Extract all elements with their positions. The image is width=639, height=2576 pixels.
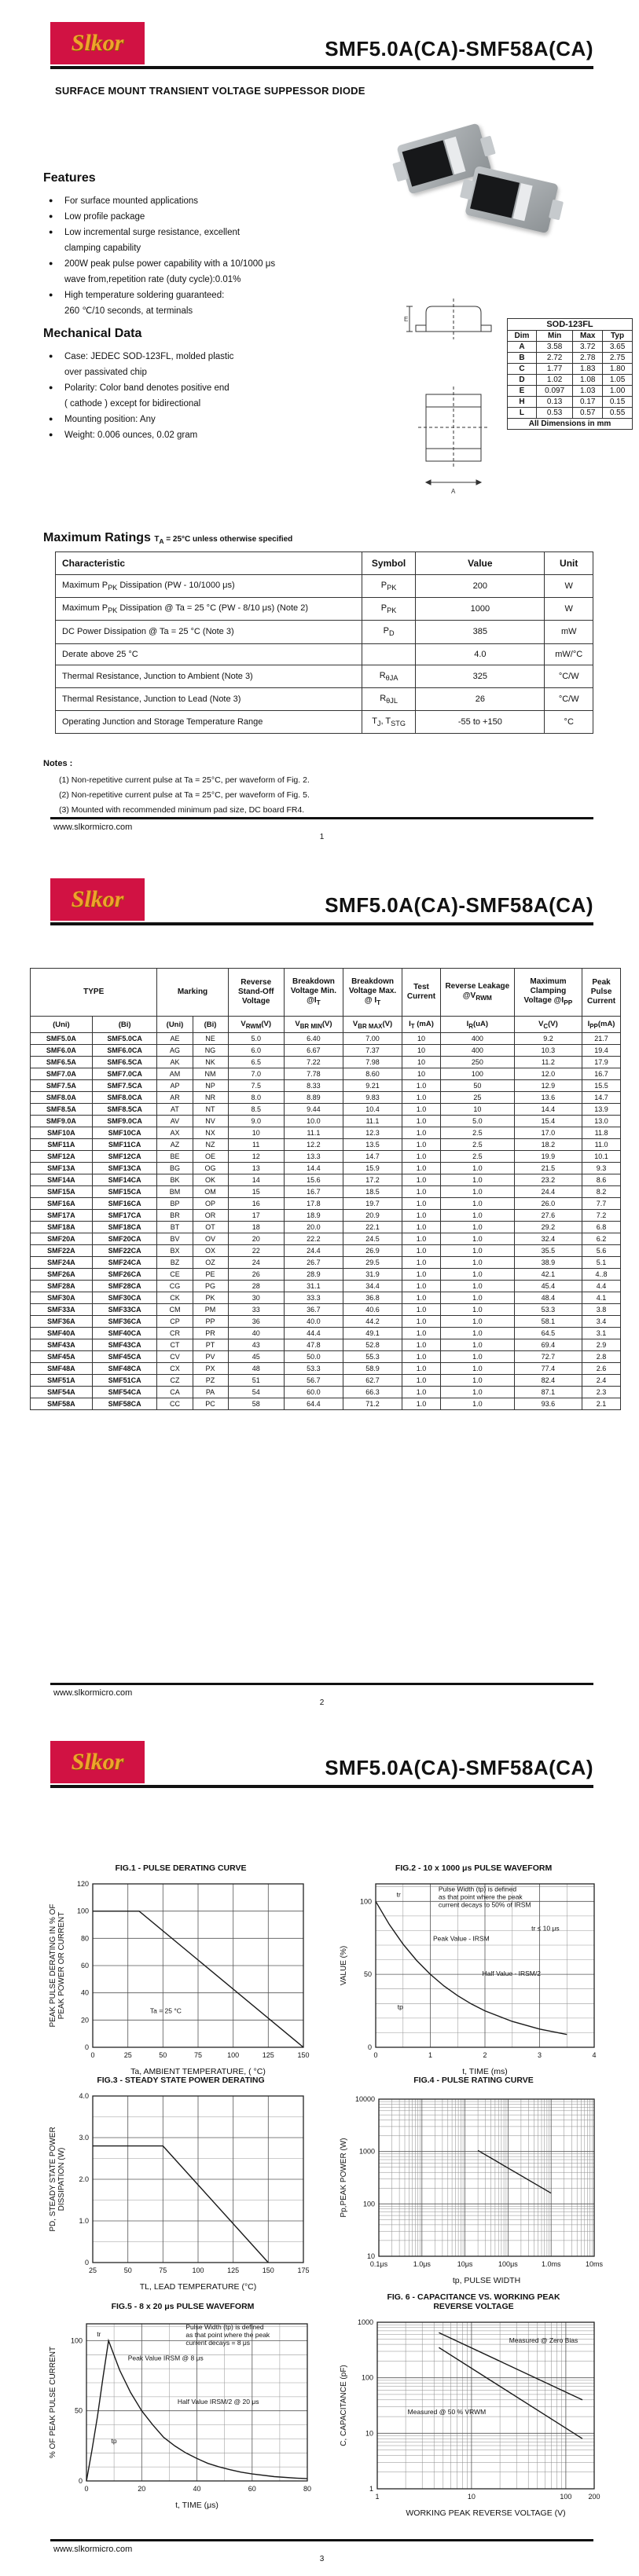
dim-table-row: L 0.53 0.57 0.55 xyxy=(508,408,633,419)
page-title: SMF5.0A(CA)-SMF58A(CA) xyxy=(325,1756,593,1779)
footer-rule xyxy=(50,2539,593,2541)
mechanical-heading: Mechanical Data xyxy=(43,327,142,340)
svg-text:175: 175 xyxy=(297,2266,310,2274)
page-footer-1 xyxy=(50,817,593,844)
ratings-col-header: Value xyxy=(416,552,545,575)
ratings-value: -55 to +150 xyxy=(416,710,545,733)
notes-heading: Notes : xyxy=(43,759,73,768)
spec-table-row: SMF48A SMF48CA CX PX 48 53.3 58.9 1.0 1.0 77.4 2.6 xyxy=(31,1363,621,1375)
ratings-symbol: $P_{PK}$ xyxy=(362,598,415,621)
package-body-face xyxy=(470,174,520,218)
bullet-icon: ● xyxy=(49,228,53,236)
bullet-icon: ● xyxy=(49,431,53,438)
chart-svg xyxy=(338,2091,605,2288)
website-link[interactable]: www.slkormicro.com xyxy=(53,2545,133,2554)
ratings-row xyxy=(56,710,593,733)
spec-table-row: SMF15A SMF15CA BM OM 15 16.7 18.5 1.0 1.0 24.4 8.2 xyxy=(31,1186,621,1198)
svg-text:TL, LEAD TEMPERATURE (°C): TL, LEAD TEMPERATURE (°C) xyxy=(139,2282,257,2292)
feature-item: 260 ℃/10 seconds, at terminals xyxy=(64,306,193,316)
spec-group-header-row xyxy=(31,969,621,1017)
svg-text:tp, PULSE WIDTH: tp, PULSE WIDTH xyxy=(452,2276,521,2285)
svg-text:2.0: 2.0 xyxy=(79,2175,89,2183)
dim-col-header: Min xyxy=(536,331,572,342)
bullet-icon: ● xyxy=(49,383,53,391)
svg-text:1: 1 xyxy=(375,2493,380,2501)
spec-col-subheader: (Uni) xyxy=(31,1017,93,1033)
svg-text:Pulse Width (tp) is defined: Pulse Width (tp) is defined xyxy=(438,1885,517,1893)
page-number: 2 xyxy=(319,1698,325,1707)
page-footer-3 xyxy=(50,2539,593,2566)
svg-text:as that point where the peak: as that point where the peak xyxy=(185,2331,270,2340)
spec-table-row: SMF16A SMF16CA BP OP 16 17.8 19.7 1.0 1.0 26.0 7.7 xyxy=(31,1198,621,1210)
svg-text:25: 25 xyxy=(88,2266,97,2274)
spec-col-header: Breakdown Voltage Max. @ $I_T$ xyxy=(343,969,402,1017)
ratings-unit: mW xyxy=(545,621,593,643)
spec-table-row: SMF9.0A SMF9.0CA AV NV 9.0 10.0 11.1 1.0 5.0 15.4 13.0 xyxy=(31,1116,621,1127)
ratings-symbol: $T_J$, $T_{STG}$ xyxy=(362,710,415,733)
ratings-row xyxy=(56,687,593,710)
svg-text:t, TIME (μs): t, TIME (μs) xyxy=(175,2501,219,2510)
ratings-value: 4.0 xyxy=(416,643,545,665)
spec-col-subheader: $V_{BR MIN}(V)$ xyxy=(284,1017,343,1033)
header-rule xyxy=(50,922,593,925)
svg-text:100μs: 100μs xyxy=(498,2260,518,2268)
feature-item: wave from,repetition rate (duty cycle):0.01% xyxy=(64,275,241,284)
svg-text:Ta = 25 °C: Ta = 25 °C xyxy=(149,2006,182,2015)
svg-text:C, CAPACITANCE (pF): C, CAPACITANCE (pF) xyxy=(340,2365,348,2446)
chart-svg xyxy=(47,1876,314,2079)
svg-text:0.1μs: 0.1μs xyxy=(369,2260,388,2268)
ratings-row xyxy=(56,643,593,665)
svg-text:25: 25 xyxy=(123,2051,132,2059)
feature-item: clamping capability xyxy=(64,244,141,253)
spec-table-row: SMF45A SMF45CA CV PV 45 50.0 55.3 1.0 1.0 72.7 2.8 xyxy=(31,1351,621,1363)
document-subtitle: SURFACE MOUNT TRANSIENT VOLTAGE SUPPESSOR DIODE xyxy=(55,85,365,97)
svg-text:100: 100 xyxy=(70,2336,83,2345)
svg-text:PEAK PULSE DERATING IN % OF: PEAK PULSE DERATING IN % OF xyxy=(49,1904,57,2028)
feature-item: ● Low profile package xyxy=(49,209,379,225)
svg-text:Pp,PEAK POWER (W): Pp,PEAK POWER (W) xyxy=(340,2138,348,2218)
svg-text:Pulse Width (tp) is defined: Pulse Width (tp) is defined xyxy=(185,2323,264,2332)
spec-table-row: SMF43A SMF43CA CT PT 43 47.8 52.8 1.0 1.0 69.4 2.9 xyxy=(31,1339,621,1351)
svg-text:50: 50 xyxy=(123,2266,132,2274)
svg-text:80: 80 xyxy=(80,1934,89,1943)
svg-text:0: 0 xyxy=(367,2043,372,2051)
slkor-logo xyxy=(50,1741,145,1783)
spec-table-row: SMF8.0A SMF8.0CA AR NR 8.0 8.89 9.83 1.0 25 13.6 14.7 xyxy=(31,1092,621,1104)
svg-text:PEAK POWER OR CURRENT: PEAK POWER OR CURRENT xyxy=(57,1911,66,2020)
ratings-value: 385 xyxy=(416,621,545,643)
svg-text:1.0ms: 1.0ms xyxy=(541,2260,561,2268)
spec-table-row: SMF18A SMF18CA BT OT 18 20.0 22.1 1.0 1.0 29.2 6.8 xyxy=(31,1222,621,1233)
svg-text:4: 4 xyxy=(592,2051,597,2059)
svg-text:0: 0 xyxy=(90,2051,95,2059)
footer-rule xyxy=(50,1683,593,1685)
package-photo-right xyxy=(465,166,559,234)
mechanical-item: ● Mounting position: Any xyxy=(49,412,379,427)
svg-text:0: 0 xyxy=(373,2051,378,2059)
svg-text:tp: tp xyxy=(397,2003,403,2011)
svg-text:120: 120 xyxy=(76,1880,89,1888)
svg-text:50: 50 xyxy=(159,2051,167,2059)
svg-text:80: 80 xyxy=(303,2485,312,2493)
spec-table-row: SMF36A SMF36CA CP PP 36 40.0 44.2 1.0 1.0 58.1 3.4 xyxy=(31,1316,621,1328)
svg-text:t, TIME (ms): t, TIME (ms) xyxy=(462,2067,508,2076)
website-link[interactable]: www.slkormicro.com xyxy=(53,823,133,832)
fig2-chart xyxy=(338,1876,605,2083)
ratings-symbol: $R_{\theta JL}$ xyxy=(362,687,415,710)
package-lead xyxy=(549,200,564,221)
note-item: (2) Non-repetitive current pulse at Ta = 25°C, per waveform of Fig. 5. xyxy=(59,790,310,800)
ratings-characteristic: DC Power Dissipation @ Ta = 25 °C (Note 3) xyxy=(56,621,362,643)
dim-col-header: Max xyxy=(573,331,603,342)
fig3-title: FIG.3 - STEADY STATE POWER DERATING xyxy=(97,2076,265,2085)
svg-text:1000: 1000 xyxy=(357,2318,373,2326)
ratings-col-header: Symbol xyxy=(362,552,415,575)
spec-col-header: Reverse Stand-Off Voltage xyxy=(228,969,284,1017)
package-lead xyxy=(480,136,496,157)
mechanical-item: ● Polarity: Color band denotes positive end xyxy=(49,380,379,396)
svg-text:tr ≤ 10 μs: tr ≤ 10 μs xyxy=(531,1924,560,1933)
ratings-value: 1000 xyxy=(416,598,545,621)
ratings-unit: W xyxy=(545,598,593,621)
svg-text:100: 100 xyxy=(560,2493,572,2501)
svg-text:tp: tp xyxy=(111,2436,117,2445)
page-number: 1 xyxy=(319,833,325,841)
svg-text:10μs: 10μs xyxy=(457,2260,473,2268)
fig2-title: FIG.2 - 10 x 1000 μs PULSE WAVEFORM xyxy=(395,1863,553,1873)
spec-col-subheader: (Uni) xyxy=(157,1017,193,1033)
spec-table-row: SMF40A SMF40CA CR PR 40 44.4 49.1 1.0 1.0 64.5 3.1 xyxy=(31,1328,621,1339)
spec-subheader-row xyxy=(31,1017,621,1033)
svg-text:20: 20 xyxy=(80,2016,89,2025)
spec-col-header: Reverse Leakage $@V_{RWM}$ xyxy=(440,969,514,1017)
ratings-characteristic: Operating Junction and Storage Temperature Range xyxy=(56,710,362,733)
dim-table-title: SOD-123FL xyxy=(508,319,633,331)
mechanical-item: over passivated chip xyxy=(64,368,147,377)
svg-text:100: 100 xyxy=(359,1897,372,1906)
spec-table-row: SMF33A SMF33CA CM PM 33 36.7 40.6 1.0 1.0 53.3 3.8 xyxy=(31,1304,621,1316)
spec-col-header: Test Current xyxy=(402,969,441,1017)
svg-text:0: 0 xyxy=(78,2477,83,2485)
spec-table-row: SMF14A SMF14CA BK OK 14 15.6 17.2 1.0 1.0 23.2 8.6 xyxy=(31,1174,621,1186)
svg-text:1.0: 1.0 xyxy=(79,2217,89,2225)
bullet-icon: ● xyxy=(49,212,53,220)
svg-text:150: 150 xyxy=(262,2266,274,2274)
fig5-chart xyxy=(47,2316,318,2516)
dim-col-header: Dim xyxy=(508,331,537,342)
spec-table-row: SMF17A SMF17CA BR OR 17 18.9 20.9 1.0 1.0 27.6 7.2 xyxy=(31,1210,621,1222)
svg-text:40: 40 xyxy=(193,2485,201,2493)
svg-text:% OF PEAK PULSE CURRENT: % OF PEAK PULSE CURRENT xyxy=(49,2346,57,2459)
chart-svg xyxy=(47,2316,318,2512)
svg-text:75: 75 xyxy=(193,2051,203,2059)
dim-table-row: E 0.097 1.03 1.00 xyxy=(508,386,633,397)
max-ratings-heading xyxy=(43,531,292,545)
svg-text:Half Value IRSM/2 @ 20 μs: Half Value IRSM/2 @ 20 μs xyxy=(177,2397,259,2406)
slkor-logo xyxy=(50,878,145,921)
svg-text:3: 3 xyxy=(537,2051,542,2059)
svg-text:0: 0 xyxy=(84,2043,89,2051)
spec-col-subheader: $V_{BR MAX}(V)$ xyxy=(343,1017,402,1033)
svg-text:Peak Value - IRSM: Peak Value - IRSM xyxy=(433,1934,490,1943)
ratings-row xyxy=(56,598,593,621)
package-outline-drawing xyxy=(402,277,501,512)
svg-text:10: 10 xyxy=(467,2493,476,2501)
spec-col-subheader: $V_C(V)$ xyxy=(514,1017,582,1033)
page-title: SMF5.0A(CA)-SMF58A(CA) xyxy=(325,893,593,917)
mechanical-item: ( cathode ) except for bidirectional xyxy=(64,399,201,409)
ratings-value: 325 xyxy=(416,665,545,687)
page-header-1 xyxy=(50,22,593,69)
bullet-icon: ● xyxy=(49,196,53,204)
ratings-characteristic: Thermal Resistance, Junction to Lead (Note 3) xyxy=(56,687,362,710)
spec-col-subheader: (Bi) xyxy=(193,1017,228,1033)
svg-text:100: 100 xyxy=(192,2266,204,2274)
svg-text:200: 200 xyxy=(588,2493,600,2501)
ratings-col-header: Characteristic xyxy=(56,552,362,575)
svg-text:60: 60 xyxy=(80,1962,89,1970)
spec-col-subheader: $V_{RWM}(V)$ xyxy=(228,1017,284,1033)
ratings-symbol: $P_{PK}$ xyxy=(362,575,415,598)
ratings-header-row xyxy=(56,552,593,575)
dim-table-row: A 3.58 3.72 3.65 xyxy=(508,342,633,353)
svg-text:0: 0 xyxy=(84,2259,89,2266)
spec-col-header: Breakdown Voltage Min. $@I_T$ xyxy=(284,969,343,1017)
spec-table-row: SMF7.0A SMF7.0CA AM NM 7.0 7.78 8.60 10 100 12.0 16.7 xyxy=(31,1068,621,1080)
spec-table-row: SMF51A SMF51CA CZ PZ 51 56.7 62.7 1.0 1.0 82.4 2.4 xyxy=(31,1375,621,1387)
svg-text:tr: tr xyxy=(97,2330,101,2339)
spec-table-row: SMF5.0A SMF5.0CA AE NE 5.0 6.40 7.00 10 400 9.2 21.7 xyxy=(31,1033,621,1045)
svg-text:10000: 10000 xyxy=(354,2095,375,2103)
product-photo xyxy=(397,126,566,247)
max-ratings-title: Maximum Ratings xyxy=(43,531,151,544)
electrical-spec-table xyxy=(30,968,621,1410)
svg-text:100: 100 xyxy=(361,2373,373,2382)
ratings-characteristic: Maximum $P_{PK}$ Dissipation (PW - 10/1000 μs) xyxy=(56,575,362,598)
fig4-chart xyxy=(338,2091,605,2292)
ratings-characteristic: Maximum $P_{PK}$ Dissipation @ Ta = 25 °C (PW - 8/10 μs) (Note 2) xyxy=(56,598,362,621)
slkor-logo-text: Slkor xyxy=(71,1749,124,1775)
notes-list xyxy=(43,773,483,818)
package-body-face xyxy=(402,141,454,187)
dimensions-table xyxy=(507,318,633,430)
outline-dim-e-label: E xyxy=(404,316,409,323)
page-number: 3 xyxy=(319,2555,325,2563)
slkor-logo-text: Slkor xyxy=(71,886,124,912)
svg-text:100: 100 xyxy=(76,1907,89,1915)
bullet-icon: ● xyxy=(49,259,53,267)
dim-col-header: Typ xyxy=(603,331,633,342)
spec-col-header: Maximum Clamping Voltage $@I_{PP}$ xyxy=(514,969,582,1017)
spec-col-subheader: $I_T$ (mA) xyxy=(402,1017,441,1033)
spec-table-row: SMF10A SMF10CA AX NX 10 11.1 12.3 1.0 2.5 17.0 11.8 xyxy=(31,1127,621,1139)
svg-text:DISSIPATION (W): DISSIPATION (W) xyxy=(57,2147,66,2211)
svg-text:75: 75 xyxy=(159,2266,167,2274)
svg-text:125: 125 xyxy=(227,2266,240,2274)
svg-text:40: 40 xyxy=(80,1988,89,1997)
svg-text:as that point where the peak: as that point where the peak xyxy=(438,1893,523,1901)
svg-text:PD, STEADY STATE POWER: PD, STEADY STATE POWER xyxy=(49,2127,57,2232)
spec-table-row: SMF28A SMF28CA CG PG 28 31.1 34.4 1.0 1.0 45.4 4.4 xyxy=(31,1281,621,1292)
spec-table-row: SMF26A SMF26CA CE PE 26 28.9 31.9 1.0 1.0 42.1 4..8 xyxy=(31,1269,621,1281)
ratings-symbol: $R_{\theta JA}$ xyxy=(362,665,415,687)
svg-text:100: 100 xyxy=(227,2051,240,2059)
dim-table-row: C 1.77 1.83 1.80 xyxy=(508,364,633,375)
outline-dim-a-label: A xyxy=(451,488,456,495)
fig6-title xyxy=(338,2292,609,2311)
ratings-col-header: Unit xyxy=(545,552,593,575)
page-header-2 xyxy=(50,878,593,925)
ratings-unit: mW/°C xyxy=(545,643,593,665)
note-item: (1) Non-repetitive current pulse at Ta = 25°C, per waveform of Fig. 2. xyxy=(59,775,310,785)
svg-text:125: 125 xyxy=(262,2051,274,2059)
header-rule xyxy=(50,1785,593,1788)
fig6-title-line1: FIG. 6 - CAPACITANCE VS. WORKING PEAK xyxy=(387,2292,560,2302)
fig6-title-line2: REVERSE VOLTAGE xyxy=(433,2302,514,2311)
svg-text:current decays = 8 μs: current decays = 8 μs xyxy=(185,2339,251,2347)
svg-text:1000: 1000 xyxy=(358,2147,375,2156)
mechanical-list xyxy=(49,349,379,443)
svg-text:10ms: 10ms xyxy=(585,2260,604,2268)
ratings-value: 200 xyxy=(416,575,545,598)
svg-text:1.0μs: 1.0μs xyxy=(413,2260,431,2268)
svg-text:100: 100 xyxy=(362,2200,375,2208)
svg-text:0: 0 xyxy=(84,2485,89,2493)
ratings-characteristic: Derate above 25 °C xyxy=(56,643,362,665)
svg-text:10: 10 xyxy=(366,2252,375,2260)
feature-item: ● For surface mounted applications xyxy=(49,193,379,209)
feature-item: ● Low incremental surge resistance, excellent xyxy=(49,225,379,240)
svg-text:60: 60 xyxy=(248,2485,256,2493)
spec-table-row: SMF7.5A SMF7.5CA AP NP 7.5 8.33 9.21 1.0 50 12.9 15.5 xyxy=(31,1080,621,1092)
footer-rule xyxy=(50,817,593,819)
fig1-title: FIG.1 - PULSE DERATING CURVE xyxy=(115,1863,247,1873)
ratings-unit: °C xyxy=(545,710,593,733)
bullet-icon: ● xyxy=(49,352,53,360)
max-ratings-table xyxy=(55,551,593,734)
svg-text:Half Value - IRSM/2: Half Value - IRSM/2 xyxy=(482,1970,541,1977)
svg-text:1: 1 xyxy=(428,2051,433,2059)
dim-table-header-row xyxy=(508,331,633,342)
svg-text:WORKING PEAK REVERSE VOLTAGE (: WORKING PEAK REVERSE VOLTAGE (V) xyxy=(406,2508,566,2518)
spec-col-header: Marking xyxy=(157,969,228,1017)
spec-col-subheader: $I_R(uA)$ xyxy=(440,1017,514,1033)
chart-svg xyxy=(47,2088,314,2294)
features-heading: Features xyxy=(43,171,96,185)
slkor-logo xyxy=(50,22,145,64)
spec-table-row: SMF6.0A SMF6.0CA AG NG 6.0 6.67 7.37 10 400 10.3 19.4 xyxy=(31,1045,621,1057)
header-rule xyxy=(50,66,593,69)
mechanical-item: ● Weight: 0.006 ounces, 0.02 gram xyxy=(49,427,379,443)
svg-text:150: 150 xyxy=(297,2051,310,2059)
svg-text:10: 10 xyxy=(365,2429,373,2438)
spec-table-row: SMF24A SMF24CA BZ OZ 24 26.7 29.5 1.0 1.0 38.9 5.1 xyxy=(31,1257,621,1269)
svg-text:1: 1 xyxy=(369,2485,373,2493)
page-title: SMF5.0A(CA)-SMF58A(CA) xyxy=(325,37,593,60)
feature-item: ● 200W peak pulse power capability with a 10/1000 μs xyxy=(49,256,379,272)
ratings-symbol xyxy=(362,643,415,665)
dim-table-row: H 0.13 0.17 0.15 xyxy=(508,397,633,408)
ratings-unit: °C/W xyxy=(545,687,593,710)
features-list xyxy=(49,193,379,319)
fig3-chart xyxy=(47,2088,314,2298)
page-header-3 xyxy=(50,1741,593,1788)
spec-table-row: SMF58A SMF58CA CC PC 58 64.4 71.2 1.0 1.0 93.6 2.1 xyxy=(31,1398,621,1410)
dim-table-row: B 2.72 2.78 2.75 xyxy=(508,353,633,364)
ratings-symbol: $P_D$ xyxy=(362,621,415,643)
svg-text:20: 20 xyxy=(138,2485,146,2493)
fig6-chart xyxy=(338,2314,605,2524)
svg-text:tr: tr xyxy=(396,1890,401,1899)
bullet-icon: ● xyxy=(49,291,53,299)
ratings-row xyxy=(56,665,593,687)
max-ratings-condition: $T_A = 25^\circ C$ unless otherwise specified xyxy=(154,535,293,545)
spec-col-subheader: (Bi) xyxy=(92,1017,157,1033)
dim-table-footer: All Dimensions in mm xyxy=(508,419,633,430)
svg-text:Peak Value IRSM @ 8 μs: Peak Value IRSM @ 8 μs xyxy=(127,2354,204,2362)
svg-text:50: 50 xyxy=(74,2406,83,2415)
chart-svg xyxy=(338,1876,605,2079)
spec-table-row: SMF54A SMF54CA CA PA 54 60.0 66.3 1.0 1.0 87.1 2.3 xyxy=(31,1387,621,1398)
fig1-chart xyxy=(47,1876,314,2083)
svg-text:2: 2 xyxy=(483,2051,487,2059)
spec-table-row: SMF8.5A SMF8.5CA AT NT 8.5 9.44 10.4 1.0 10 14.4 13.9 xyxy=(31,1104,621,1116)
ratings-unit: °C/W xyxy=(545,665,593,687)
bullet-icon: ● xyxy=(49,415,53,423)
spec-table-row: SMF11A SMF11CA AZ NZ 11 12.2 13.5 1.0 2.5 18.2 11.0 xyxy=(31,1139,621,1151)
ratings-value: 26 xyxy=(416,687,545,710)
feature-item: ● High temperature soldering guaranteed: xyxy=(49,288,379,303)
page-footer-2 xyxy=(50,1683,593,1709)
ratings-row xyxy=(56,575,593,598)
svg-text:50: 50 xyxy=(363,1970,372,1979)
spec-table-row: SMF12A SMF12CA BE OE 12 13.3 14.7 1.0 2.5 19.9 10.1 xyxy=(31,1151,621,1163)
fig4-title: FIG.4 - PULSE RATING CURVE xyxy=(413,2076,534,2085)
svg-text:Measured @ 50 % VRWM: Measured @ 50 % VRWM xyxy=(407,2408,487,2417)
svg-text:VALUE (%): VALUE (%) xyxy=(340,1945,348,1986)
spec-table-row: SMF22A SMF22CA BX OX 22 24.4 26.9 1.0 1.0 35.5 5.6 xyxy=(31,1245,621,1257)
svg-text:current decays to 50% of IRSM: current decays to 50% of IRSM xyxy=(438,1900,531,1909)
spec-table-row: SMF13A SMF13CA BG OG 13 14.4 15.9 1.0 1.0 21.5 9.3 xyxy=(31,1163,621,1174)
svg-text:Ta, AMBIENT TEMPERATURE, ( °C): Ta, AMBIENT TEMPERATURE, ( °C) xyxy=(130,2067,266,2076)
spec-col-subheader: $I_{PP}(mA)$ xyxy=(582,1017,621,1033)
spec-col-header: Peak Pulse Current xyxy=(582,969,621,1017)
slkor-logo-text: Slkor xyxy=(71,30,124,56)
ratings-characteristic: Thermal Resistance, Junction to Ambient (Note 3) xyxy=(56,665,362,687)
svg-text:4.0: 4.0 xyxy=(79,2092,89,2100)
note-item: (3) Mounted with recommended minimum pad size, DC board FR4. xyxy=(59,805,305,815)
ratings-unit: W xyxy=(545,575,593,598)
spec-table-row: SMF6.5A SMF6.5CA AK NK 6.5 7.22 7.98 10 250 11.2 17.9 xyxy=(31,1057,621,1068)
dim-table-row: D 1.02 1.08 1.05 xyxy=(508,375,633,386)
chart-svg xyxy=(338,2314,605,2520)
fig5-title: FIG.5 - 8 x 20 μs PULSE WAVEFORM xyxy=(111,2302,255,2311)
mechanical-item: ● Case: JEDEC SOD-123FL, molded plastic xyxy=(49,349,379,365)
spec-table-row: SMF30A SMF30CA CK PK 30 33.3 36.8 1.0 1.0 48.4 4.1 xyxy=(31,1292,621,1304)
svg-text:Measured @ Zero Bias: Measured @ Zero Bias xyxy=(509,2336,578,2344)
svg-text:3.0: 3.0 xyxy=(79,2134,89,2142)
spec-table-row: SMF20A SMF20CA BV OV 20 22.2 24.5 1.0 1.0 32.4 6.2 xyxy=(31,1233,621,1245)
ratings-row xyxy=(56,621,593,643)
spec-col-header: TYPE xyxy=(31,969,157,1017)
website-link[interactable]: www.slkormicro.com xyxy=(53,1688,133,1698)
